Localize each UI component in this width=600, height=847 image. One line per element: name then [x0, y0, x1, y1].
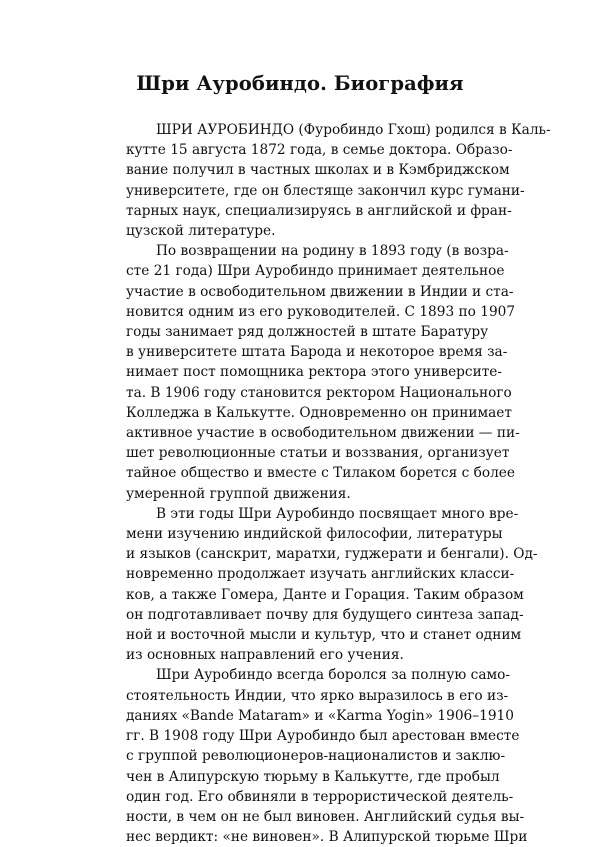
- text-line: из основных направлений его учения.: [126, 647, 404, 664]
- text-line: нес вердикт: «не виновен». В Алипурской тюрьме Шри: [126, 829, 528, 846]
- text-line: один год. Его обвиняли в террористической деятель-: [126, 788, 514, 805]
- text-line: та. В 1906 году становится ректором Национального: [126, 384, 512, 401]
- text-line: активное участие в освободительном движении — пи-: [126, 425, 520, 442]
- paragraph-4: [126, 665, 528, 847]
- text-line: кутте 15 августа 1872 года, в семье доктора. Образо-: [126, 142, 513, 159]
- text-line: вание получил в частных школах и в Кэмбриджском: [126, 162, 510, 179]
- text-line: стоятельность Индии, что ярко выразилось в его из-: [126, 687, 509, 704]
- text-line: новится одним из его руководителей. С 1893 по 1907: [126, 303, 516, 320]
- text-line: годы занимает ряд должностей в штате Баратуру: [126, 324, 489, 341]
- text-line: нимает пост помощника ректора этого университе-: [126, 364, 503, 381]
- text-line: шет революционные статьи и воззвания, организует: [126, 445, 510, 462]
- text-line: ной и восточной мысли и культур, что и станет одним: [126, 627, 522, 644]
- text-line: Колледжа в Калькутте. Одновременно он принимает: [126, 404, 512, 421]
- text-line: умеренной группой движения.: [126, 485, 351, 502]
- text-line: чен в Алипурскую тюрьму в Калькутте, где пробыл: [126, 768, 500, 785]
- text-line: тайное общество и вместе с Тилаком борется с более: [126, 465, 516, 482]
- text-line: он подготавливает почву для будущего синтеза запад-: [126, 606, 524, 623]
- text-line: с группой революционеров-националистов и заклю-: [126, 748, 506, 765]
- text-line: даниях «Bande Mataram» и «Karma Yogin» 1906–1910: [126, 707, 514, 724]
- text-line: Шри Ауробиндо всегда боролся за полную само-: [156, 667, 511, 684]
- text-line: ности, в чем он не был виновен. Английский судья вы-: [126, 808, 525, 825]
- text-line: В эти годы Шри Ауробиндо посвящает много вре-: [156, 505, 519, 522]
- text-line: университете, где он блестяще закончил курс гумани-: [126, 182, 525, 199]
- text-line: в университете штата Барода и некоторое время за-: [126, 344, 508, 361]
- text-line: цузской литературе.: [126, 223, 276, 240]
- paragraph-3: [126, 504, 538, 666]
- text-line: гг. В 1908 году Шри Ауробиндо был арестован вместе: [126, 728, 520, 745]
- biography-text: [126, 120, 551, 847]
- text-line: ШРИ АУРОБИНДО (Фуробиндо Гхош) родился в Каль-: [156, 122, 551, 138]
- text-line: и языков (санскрит, маратхи, гуджерати и бенгали). Од-: [126, 546, 538, 563]
- page-title: Шри Ауробиндо. Биография: [136, 72, 464, 95]
- text-line: ков, а также Гомера, Данте и Горация. Таким образом: [126, 586, 524, 603]
- paragraph-2: [126, 241, 520, 504]
- text-line: новременно продолжает изучать английских класси-: [126, 566, 515, 583]
- text-line: участие в освободительном движении в Индии и ста-: [126, 283, 514, 300]
- text-line: мени изучению индийской философии, литературы: [126, 526, 503, 543]
- text-line: По возвращении на родину в 1893 году (в возра-: [156, 243, 509, 260]
- text-line: сте 21 года) Шри Ауробиндо принимает деятельное: [126, 263, 505, 280]
- text-line: тарных наук, специализируясь в английской и фран-: [126, 202, 512, 219]
- paragraph-1: [126, 120, 551, 241]
